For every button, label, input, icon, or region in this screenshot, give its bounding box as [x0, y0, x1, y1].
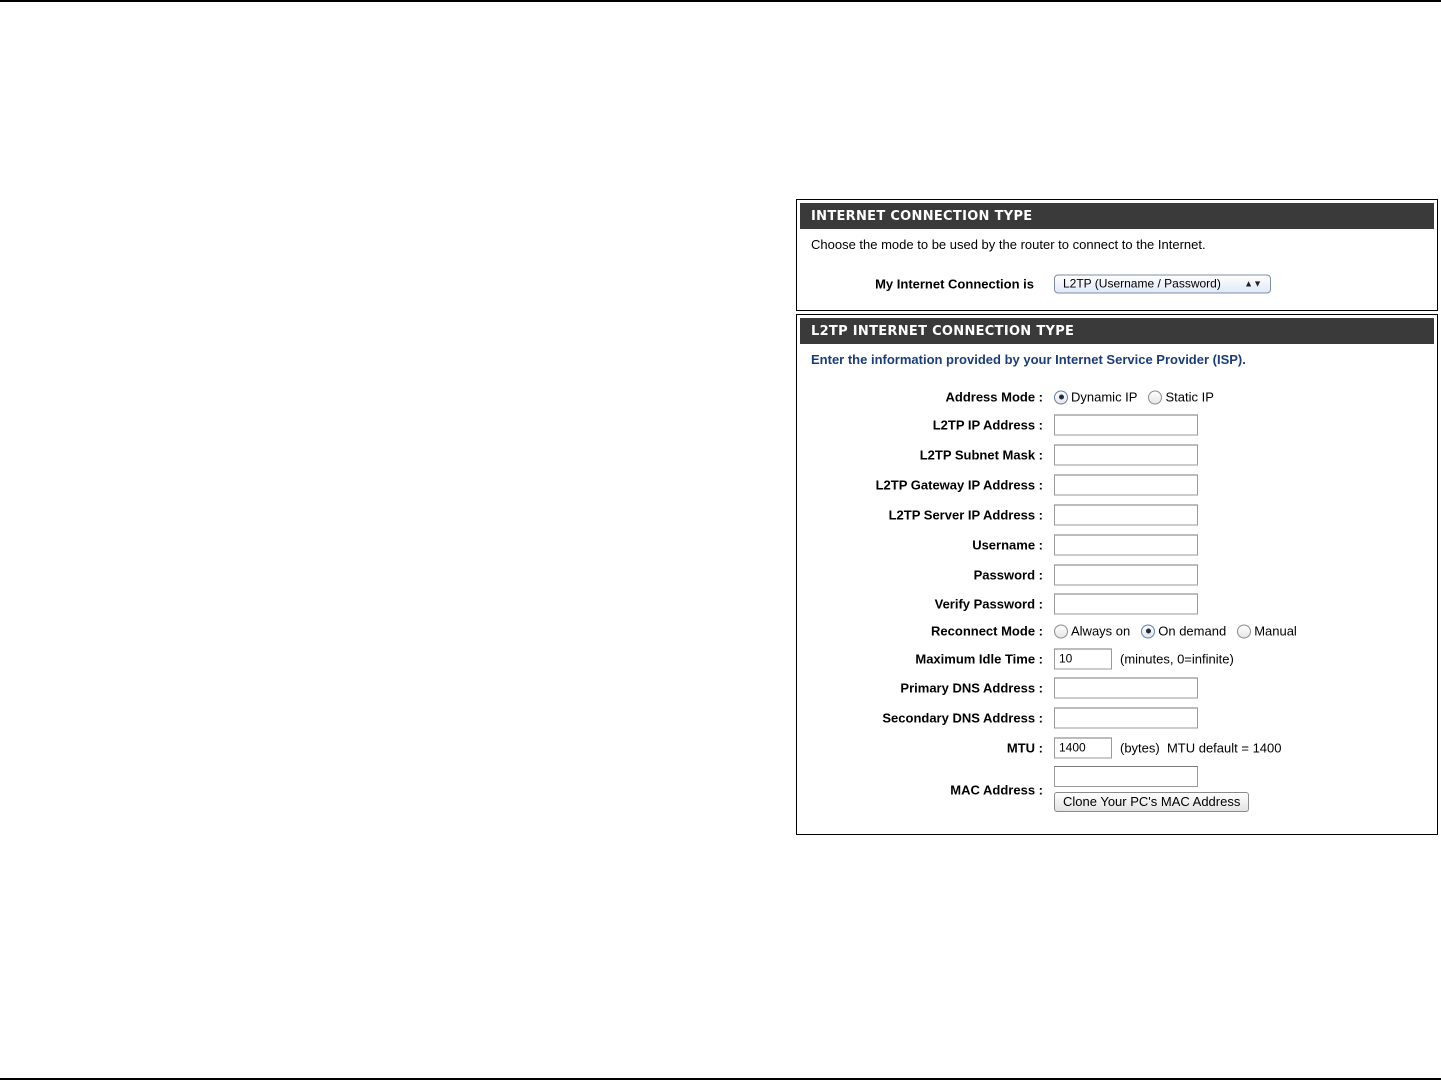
username-input[interactable] [1054, 535, 1198, 556]
connection-type-select[interactable] [1054, 275, 1271, 294]
l2tp-subnet-input[interactable] [1054, 445, 1198, 466]
reconnect-mode-label: Reconnect Mode : [931, 623, 1043, 639]
connection-type-control [1054, 275, 1271, 294]
l2tp-intro: Enter the information provided by your Internet Service Provider (ISP). [811, 352, 1246, 367]
max-idle-time-row [797, 648, 1437, 670]
address-mode-options [1054, 390, 1225, 405]
primary-dns-row [797, 677, 1437, 699]
l2tp-ip-row [797, 414, 1437, 436]
connection-type-intro: Choose the mode to be used by the router to connect to the Internet. [811, 237, 1206, 252]
mtu-row [797, 737, 1437, 759]
primary-dns-label: Primary DNS Address : [900, 680, 1043, 696]
l2tp-server-label: L2TP Server IP Address : [888, 507, 1043, 523]
verify-password-input[interactable] [1054, 594, 1198, 615]
mac-address-controls [1054, 766, 1249, 812]
l2tp-connection-panel [796, 314, 1438, 835]
mtu-hint: (bytes) MTU default = 1400 [1120, 740, 1282, 756]
reconnect-manual-option[interactable] [1237, 624, 1297, 639]
max-idle-time-input[interactable]: 10 [1054, 649, 1112, 670]
password-label: Password : [973, 567, 1043, 583]
l2tp-subnet-row [797, 444, 1437, 466]
address-mode-dynamic-option[interactable] [1054, 390, 1137, 405]
select-arrows-icon: ▲▼ [1244, 278, 1262, 289]
radio-selected-dot-icon [1146, 629, 1151, 634]
address-mode-label: Address Mode : [945, 389, 1043, 405]
mac-address-input[interactable] [1054, 766, 1198, 787]
l2tp-subnet-label: L2TP Subnet Mask : [919, 447, 1043, 463]
verify-password-label: Verify Password : [934, 596, 1043, 612]
l2tp-server-input[interactable] [1054, 505, 1198, 526]
reconnect-on-demand-option[interactable] [1141, 624, 1226, 639]
on-demand-label: On demand [1158, 623, 1227, 639]
l2tp-header: L2TP INTERNET CONNECTION TYPE [800, 318, 1434, 344]
reconnect-mode-options [1054, 624, 1308, 639]
mtu-label: MTU : [1006, 740, 1043, 756]
internet-connection-type-header: INTERNET CONNECTION TYPE [800, 203, 1434, 229]
mtu-input[interactable]: 1400 [1054, 738, 1112, 759]
static-ip-radio[interactable] [1148, 390, 1162, 404]
dynamic-ip-label: Dynamic IP [1071, 389, 1138, 405]
connection-type-label: My Internet Connection is [875, 276, 1034, 292]
secondary-dns-row [797, 707, 1437, 729]
connection-type-row [797, 273, 1437, 295]
manual-radio[interactable] [1237, 624, 1251, 638]
l2tp-gateway-row [797, 474, 1437, 496]
reconnect-mode-row [797, 620, 1437, 642]
connection-type-select-value: L2TP (Username / Password) [1063, 276, 1221, 291]
l2tp-gateway-input[interactable] [1054, 475, 1198, 496]
password-row [797, 564, 1437, 586]
internet-connection-type-panel [796, 199, 1438, 311]
address-mode-static-option[interactable] [1148, 390, 1213, 405]
verify-password-row [797, 593, 1437, 615]
manual-label: Manual [1254, 623, 1297, 639]
l2tp-ip-label: L2TP IP Address : [932, 417, 1043, 433]
clone-mac-button[interactable]: Clone Your PC's MAC Address [1054, 792, 1249, 812]
secondary-dns-label: Secondary DNS Address : [882, 710, 1043, 726]
bottom-rule [0, 1078, 1441, 1080]
mac-address-label: MAC Address : [950, 782, 1043, 798]
on-demand-radio[interactable] [1141, 624, 1155, 638]
always-on-label: Always on [1071, 623, 1131, 639]
max-idle-time-label: Maximum Idle Time : [915, 651, 1043, 667]
secondary-dns-input[interactable] [1054, 708, 1198, 729]
l2tp-gateway-label: L2TP Gateway IP Address : [875, 477, 1043, 493]
l2tp-ip-input[interactable] [1054, 415, 1198, 436]
primary-dns-input[interactable] [1054, 678, 1198, 699]
username-row [797, 534, 1437, 556]
always-on-radio[interactable] [1054, 624, 1068, 638]
dynamic-ip-radio[interactable] [1054, 390, 1068, 404]
username-label: Username : [972, 537, 1043, 553]
max-idle-time-hint: (minutes, 0=infinite) [1120, 651, 1234, 667]
address-mode-row [797, 386, 1437, 408]
password-input[interactable] [1054, 565, 1198, 586]
radio-selected-dot-icon [1059, 395, 1064, 400]
reconnect-always-on-option[interactable] [1054, 624, 1130, 639]
l2tp-server-row [797, 504, 1437, 526]
top-rule [0, 0, 1441, 2]
static-ip-label: Static IP [1165, 389, 1214, 405]
